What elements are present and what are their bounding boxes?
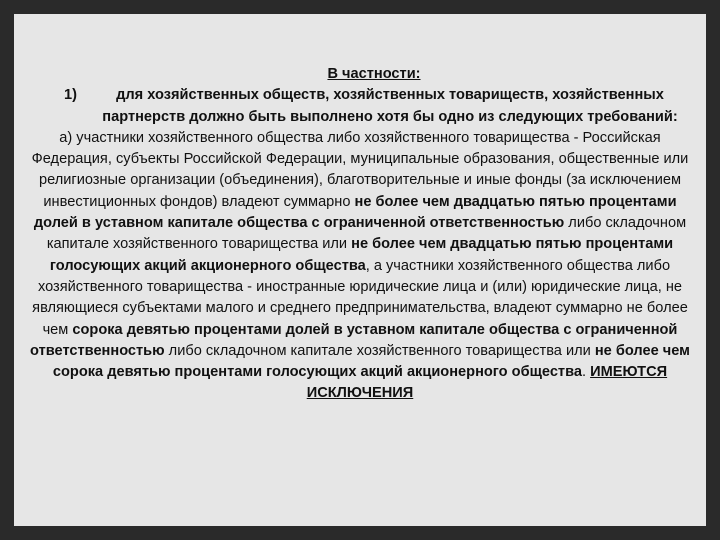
item-number: 1) <box>64 87 77 104</box>
paragraph-text: , а участники хозяйственного общества либо хозяйственного товарищества - иностранные юридические лица и (или) юридические лица, не являющиеся субъектами малого и среднего предпринимательства, владеют суммарно не более чем <box>32 257 688 338</box>
paragraph-emphasis: не более чем сорока девятью процентами голосующих акций акционерного общества <box>52 342 690 381</box>
slide-heading: В частности: <box>327 66 421 82</box>
numbered-item <box>14 85 706 128</box>
slide-content <box>14 64 706 405</box>
exceptions-note: ИМЕЮТСЯ ИСКЛЮЧЕНИЯ <box>306 364 668 402</box>
body-paragraph <box>14 128 706 405</box>
paragraph-text: либо складочном капитале хозяйственного товарищества или <box>164 342 595 359</box>
paragraph-emphasis: сорока девятью процентами долей в уставном капитале общества с ограниченной ответственностью <box>30 321 678 359</box>
paragraph-emphasis: не более чем двадцатью пятью процентами голосующих акций акционерного общества <box>49 236 674 274</box>
paragraph-text: либо складочном капитале хозяйственного товарищества или <box>46 215 687 253</box>
paragraph-text: . <box>581 364 591 381</box>
paragraph-emphasis: не более чем двадцатью пятью процентами долей в уставном капитале общества с ограниченной ответственностью <box>33 193 677 232</box>
item-text: для хозяйственных обществ, хозяйственных товариществ, хозяйственных партнерств должно быть выполнено хотя бы одно из следующих требований: <box>102 87 678 125</box>
slide <box>14 14 706 526</box>
paragraph-text: а) участники хозяйственного общества либо хозяйственного товарищества - Российская Федерация, субъекты Российской Федерации, муниципальные образования, общественные или религиозные организации (объединения), благотворительные и иные фонды (за исключением инвестиционных фондов) владеют суммарно <box>31 129 689 210</box>
